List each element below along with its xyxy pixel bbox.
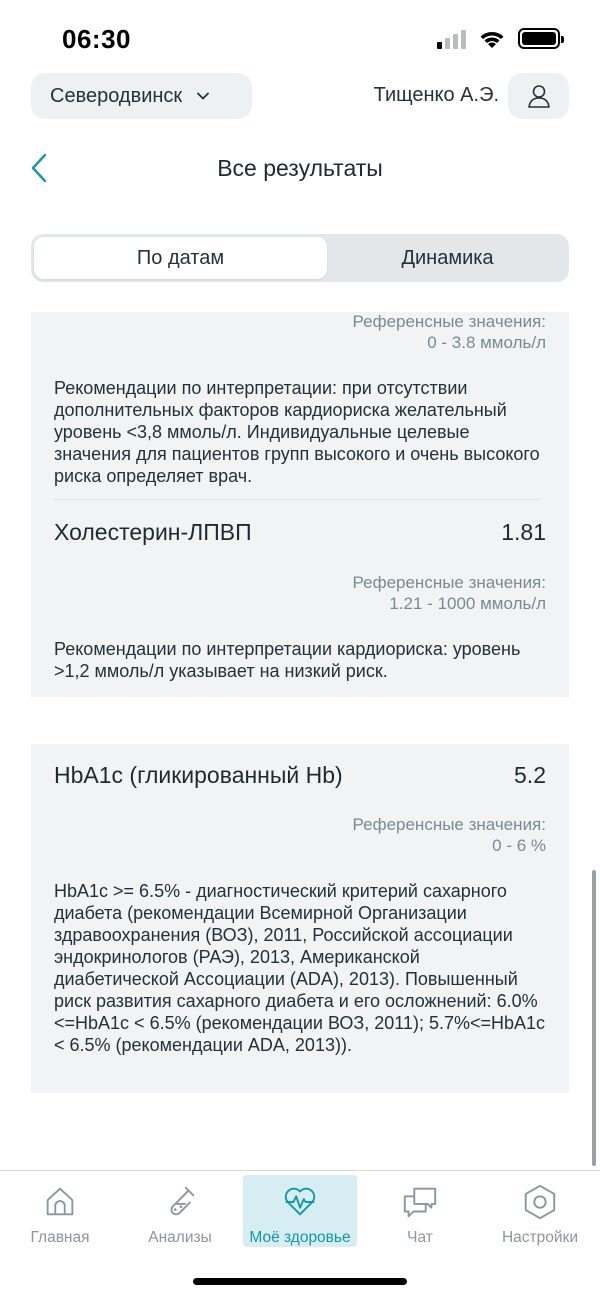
tab-chat[interactable] [385, 1175, 455, 1247]
user-icon [526, 83, 552, 109]
wifi-icon [478, 29, 506, 49]
profile-button[interactable] [508, 73, 569, 119]
heart-pulse-icon [280, 1183, 320, 1221]
tab-tests-label: Анализы [148, 1229, 212, 1246]
hba1c-reference-range: 0 - 6 % [492, 836, 546, 855]
hdl-test-value: 1.81 [501, 519, 546, 545]
page-title: Все результаты [217, 155, 383, 181]
status-icons [437, 28, 560, 49]
hba1c-recommendation: HbA1c >= 6.5% - диагностический критерий сахарного диабета (рекомендации Всемирной Организации здравоохранения (ВОЗ), 2011, Российской ассоциации эндокринологов (РАЭ), 2013, Американской диабетической Ассоциации (ADA), 2013). Повышенный риск развития сахарного диабета и его осложнений: 6.0%<=HbA1c < 6.5% (рекомендации ВОЗ, 2011); 5.7%<=HbA1c < 6.5% (рекомендации ADA, 2013)). [54, 881, 546, 1055]
chevron-down-icon [196, 89, 210, 103]
hdl-test-name: Холестерин-ЛПВП [54, 519, 252, 545]
result-card-lipids [31, 312, 569, 697]
cellular-signal-icon [437, 29, 466, 49]
hdl-reference-range: 1.21 - 1000 ммоль/л [389, 594, 546, 613]
tab-home[interactable] [15, 1175, 105, 1247]
tab-my-health-label: Моё здоровье [249, 1229, 351, 1246]
test-tube-icon [160, 1183, 200, 1221]
user-name[interactable]: Тищенко А.Э. [373, 84, 499, 106]
ldl-reference-range: 0 - 3.8 ммоль/л [427, 333, 546, 352]
home-indicator [193, 1278, 407, 1285]
status-bar [0, 0, 600, 76]
battery-icon [518, 28, 560, 49]
view-segmented-control [31, 234, 569, 282]
home-icon [40, 1183, 80, 1221]
scrollbar[interactable] [592, 870, 596, 1166]
ldl-reference-label: Референсные значения: [352, 312, 546, 331]
hdl-reference-label: Референсные значения: [352, 573, 546, 592]
city-selector[interactable] [31, 73, 252, 119]
status-time: 06:30 [62, 24, 131, 54]
city-label: Северодвинск [50, 84, 183, 107]
divider [54, 499, 539, 500]
hba1c-test-value: 5.2 [514, 762, 546, 788]
hdl-recommendation: Рекомендации по интерпретации кардиориска: уровень >1,2 ммоль/л указывает на низкий риск. [54, 639, 521, 681]
settings-icon [520, 1183, 560, 1221]
tab-chat-label: Чат [407, 1229, 433, 1246]
tab-settings-label: Настройки [501, 1229, 578, 1246]
tab-by-dates[interactable]: По датам [34, 237, 327, 279]
tab-settings[interactable] [490, 1175, 590, 1247]
tab-my-health[interactable] [243, 1175, 357, 1247]
hba1c-reference-label: Референсные значения: [352, 815, 546, 834]
result-card-hba1c [31, 744, 569, 1093]
chat-icon [400, 1183, 440, 1221]
tab-dynamics[interactable]: Динамика [401, 246, 494, 269]
tab-tests[interactable] [130, 1175, 230, 1247]
hba1c-test-name: HbA1c (гликированный Hb) [54, 762, 343, 788]
tab-home-label: Главная [30, 1229, 90, 1246]
ldl-recommendation: Рекомендации по интерпретации: при отсутствии дополнительных факторов кардиориска желательный уровень <3,8 ммоль/л. Индивидуальные целевые значения для пациентов групп высокого и очень высокого риска определяет врач. [54, 378, 540, 486]
